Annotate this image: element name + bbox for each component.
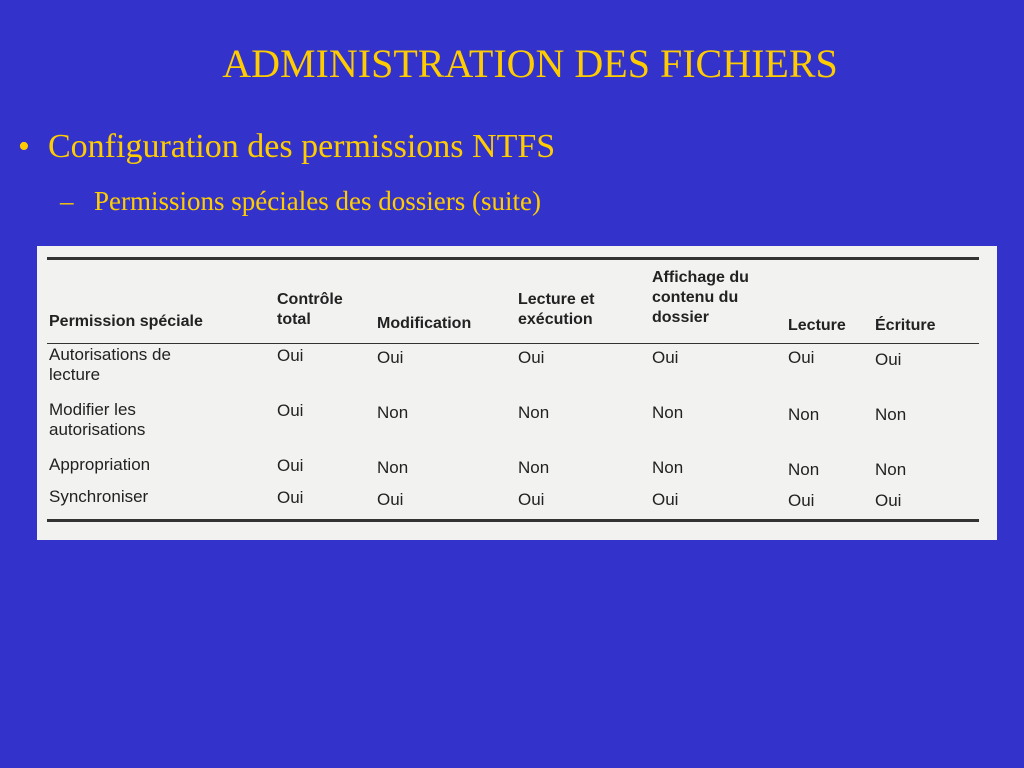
header-lecture-execution: Lecture et exécution — [518, 291, 595, 328]
row-cell: Oui — [377, 348, 404, 367]
row-cell: Oui — [277, 456, 304, 475]
row-cell: Non — [377, 403, 409, 422]
table-header-rule — [47, 343, 979, 344]
table-bottom-rule — [47, 519, 979, 522]
row-cell: Oui — [875, 491, 902, 510]
row-cell: Oui — [277, 346, 304, 365]
row-cell: Oui — [518, 348, 545, 367]
row-cell: Oui — [875, 350, 902, 369]
row-permission: Autorisations de lecture — [49, 345, 171, 384]
row-cell: Non — [788, 405, 820, 424]
row-cell: Non — [377, 458, 409, 477]
row-permission: Synchroniser — [49, 487, 149, 506]
header-ecriture: Écriture — [875, 317, 936, 334]
bullet-item — [18, 128, 555, 166]
bleed-through-texture — [37, 246, 997, 540]
row-cell: Non — [518, 458, 550, 477]
header-modification: Modification — [377, 315, 472, 332]
row-cell: Non — [875, 405, 907, 424]
sub-bullet-item — [60, 186, 541, 217]
row-cell: Non — [652, 458, 684, 477]
slide-title: ADMINISTRATION DES FICHIERS — [222, 41, 838, 86]
row-cell: Oui — [377, 490, 404, 509]
dash-icon: – — [60, 186, 74, 216]
row-cell: Oui — [788, 491, 815, 510]
header-controle-total: Contrôle total — [277, 291, 343, 328]
row-cell: Oui — [277, 401, 304, 420]
header-lecture: Lecture — [788, 317, 846, 334]
sub-bullet-text: Permissions spéciales des dossiers (suite) — [94, 186, 541, 216]
row-cell: Oui — [652, 490, 679, 509]
table-top-rule — [47, 257, 979, 260]
permissions-table — [37, 246, 997, 540]
row-cell: Non — [518, 403, 550, 422]
row-permission: Appropriation — [49, 455, 151, 474]
row-cell: Oui — [652, 348, 679, 367]
row-permission: Modifier les autorisations — [49, 400, 146, 439]
bullet-text: Configuration des permissions NTFS — [48, 128, 556, 165]
bullet-dot-icon: • — [18, 128, 30, 165]
row-cell: Oui — [277, 488, 304, 507]
row-cell: Oui — [788, 348, 815, 367]
row-cell: Non — [875, 460, 907, 479]
row-cell: Non — [788, 460, 820, 479]
row-cell: Oui — [518, 490, 545, 509]
header-permission: Permission spéciale — [49, 313, 203, 330]
header-affichage: Affichage du contenu du dossier — [652, 269, 749, 326]
row-cell: Non — [652, 403, 684, 422]
